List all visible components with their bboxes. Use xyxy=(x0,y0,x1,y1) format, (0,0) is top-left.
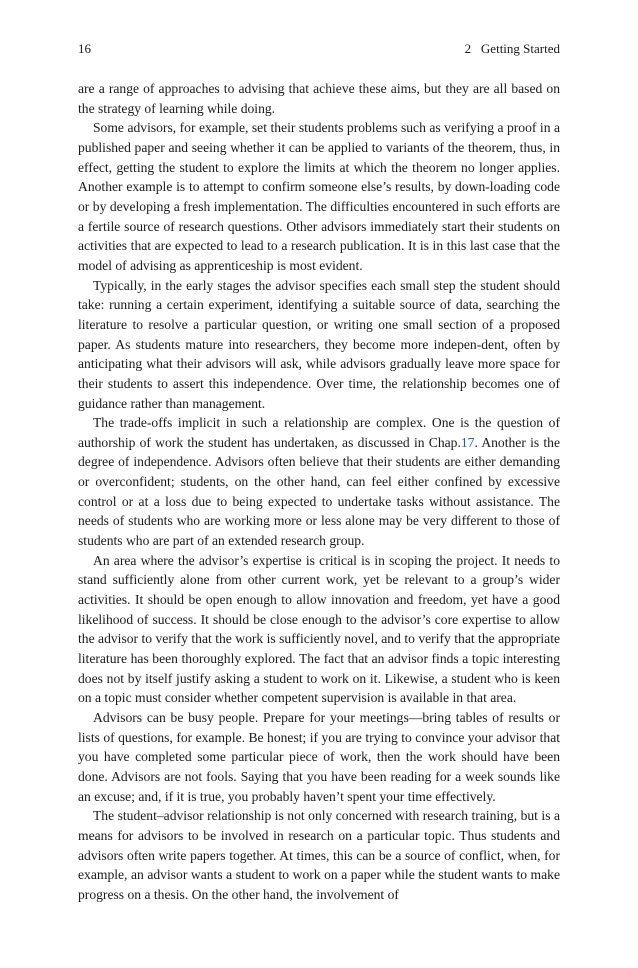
paragraph: Advisors can be busy people. Prepare for your meetings—bring tables of results or lists of questions, for example. Be honest; if you are trying to convince your advisor that you have completed some particular piece of work, then the work should have been done. Advisors are not fools. Saying that you have been reading for a week sounds like an excuse; and, if it is true, you probably haven’t spent your time effectively. xyxy=(78,710,560,804)
paragraph-with-reference xyxy=(78,413,560,551)
paragraph-continued: are a range of approaches to advising that achieve these aims, but they are all based on the strategy of learning while doing. xyxy=(78,81,560,116)
body-text xyxy=(78,79,560,905)
chapter-reference-link[interactable]: 17 xyxy=(460,434,475,450)
chapter-number: 2 xyxy=(464,41,472,56)
chapter-heading xyxy=(465,41,560,57)
running-head xyxy=(78,41,560,57)
page-number: 16 xyxy=(78,41,91,56)
book-page xyxy=(78,41,560,905)
paragraph: Some advisors, for example, set their students problems such as verifying a proof in a published paper and seeing whether it can be applied to variants of the theorem, thus, in effect, getting the student to explore the limits at which the theorem no longer applies. Another example is to attempt to confirm someone else’s results, by down-loading code or by developing a fresh implementation. The difficulties encountered in such efforts are a fertile source of research questions. Other advisors immediately start their students on activities that are expected to lead to a research publication. It is in this last case that the model of advising as apprenticeship is most evident. xyxy=(78,120,560,273)
paragraph: Typically, in the early stages the advisor specifies each small step the student should take: running a certain experiment, identifying a suitable source of data, searching the literature to resolve a particular question, or writing one small section of a proposed paper. As students mature into researchers, they become more indepen-dent, often by anticipating what their advisors will ask, while advisors gradually leave more space for their students to assert this independence. Over time, the relationship becomes one of guidance rather than management. xyxy=(78,277,560,411)
paragraph: The student–advisor relationship is not only concerned with research training, but is a means for advisors to be involved in research on a particular topic. Thus students and advisors often write papers together. At times, this can be a source of conflict, when, for example, an advisor wants a student to work on a paper while the student wants to make progress on a thesis. On the other hand, the involvement of xyxy=(78,808,560,902)
chapter-title: Getting Started xyxy=(480,41,560,56)
paragraph-text-after-reference: . Another is the degree of independence. Advisors often believe that their students are either demanding or overconfident; students, on the other hand, can feel either confined by excessive control or at a loss due to being expected to undertake tasks without assistance. The needs of students who are working more or less alone may be very different to those of students who are part of an extended research group. xyxy=(78,434,560,549)
paragraph: An area where the advisor’s expertise is critical is in scoping the project. It needs to stand sufficiently alone from other current work, yet be relevant to a group’s wider activities. It should be open enough to allow innovation and freedom, yet have a good likelihood of success. It should be close enough to the advisor’s core expertise to allow the advisor to verify that the work is sufficiently novel, and to verify that the appropriate literature has been thoroughly explored. The fact that an advisor finds a topic interesting does not by itself justify asking a student to work on it. Likewise, a student who is keen on a topic must consider whether competent supervision is available in that area. xyxy=(78,552,560,706)
paragraph-text-before-reference: The trade-offs implicit in such a relationship are complex. One is the question of authorship of work the student has undertaken, as discussed in Chap. xyxy=(78,415,560,450)
